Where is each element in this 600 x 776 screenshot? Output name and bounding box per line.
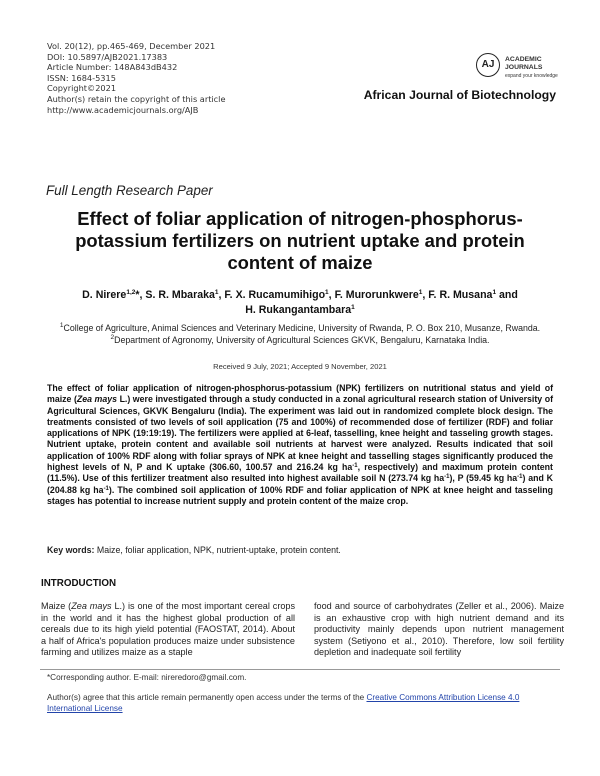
affiliation-1 xyxy=(50,322,550,334)
affiliation-text: Department of Agronomy, University of Agricultural Sciences GKVK, Bengaluru, Karnataka India. xyxy=(114,335,490,346)
intro-text: L.) is one of the most important cereal crops in the world and it has the highest global production of all cereals due to its high yield potential (FAOSTAT, 2014). About a half of Africa's population produces maize under subsistence farming and utilizes maize as a staple xyxy=(41,601,296,658)
received-accepted-dates: Received 9 July, 2021; Accepted 9 November, 2021 xyxy=(213,362,387,371)
license-link[interactable]: Creative Commons Attribution License 4.0 International License xyxy=(47,693,520,714)
abstract-text: , respectively) and maximum protein content (11.5%). Use of this fertilizer treatment also resulted into highest available soil N (273.74 kg ha xyxy=(47,462,553,484)
abstract-text: L.) were investigated through a study conducted in a zonal agricultural research station of University of Agricultural Sciences, GKVK Bengaluru (India). The experiment was laid out in randomized complete block design. The treatments consisted of two levels of soil application (75 and 100%) of recommended dose of fertilizer (RDF) and foliar applications of NPK (19:19:19). The fertilizers were applied at 6-leaf, tasselling, knee height and tasseling growth stages. Nutrient uptake, protein content and available soil nutrients at harvest were analyzed. Results indicated that soil application of 100% RDF along with foliar sprays of NPK at knee height and tasselling stages significantly produced the highest levels of N, P and K uptake (306.60, 100.57 and 216.24 kg ha xyxy=(47,394,554,473)
author-affiliation-sup: 1,2 xyxy=(126,289,136,296)
license-footnote xyxy=(47,692,557,715)
author-affiliation-sup: 1 xyxy=(214,289,219,296)
affiliation-text: College of Agriculture, Animal Sciences and Veterinary Medicine, University of Rwanda, P. O. Box 210, Musanze, Rwanda. xyxy=(63,323,541,333)
corresponding-mark: * xyxy=(135,289,140,301)
meta-author-rights: Author(s) retain the copyright of this article xyxy=(47,93,226,104)
keywords-label: Key words: xyxy=(47,545,95,555)
keywords-text: Maize, foliar application, NPK, nutrient-uptake, protein content. xyxy=(94,545,341,555)
author-name: F. Murorunkwere xyxy=(334,289,419,301)
species-name: Zea mays xyxy=(71,601,112,611)
meta-article-number: Article Number: 148A843dB432 xyxy=(47,62,178,73)
author-list xyxy=(46,288,554,318)
intro-column-right: food and source of carbohydrates (Zeller et al., 2006). Maize is an exhaustive crop with high nutrient demand and its productivity mainly depends upon nutrient management system (Setiyono et al., 2010). Therefore, low soil fertility depletion and inadequate soil fertility xyxy=(314,601,564,658)
intro-column-left xyxy=(41,601,295,659)
affiliation-2 xyxy=(50,334,550,346)
unit-sup: -1 xyxy=(352,463,358,470)
article-metadata xyxy=(47,41,226,115)
paper-title: Effect of foliar application of nitrogen-phosphorus-potassium fertilizers on nutrient uptake and protein content of maize xyxy=(75,208,525,273)
unit-sup: -1 xyxy=(444,474,450,481)
author-name: F. X. Rucamumihigo xyxy=(224,289,326,301)
logo-line1: ACADEMIC xyxy=(505,56,542,63)
author-separator: and xyxy=(496,289,518,301)
keywords xyxy=(47,545,341,555)
logo-mark-icon: AJ xyxy=(476,53,500,77)
affiliation-sup: 1 xyxy=(59,322,64,329)
meta-issn: ISSN: 1684-5315 xyxy=(47,72,116,83)
unit-sup: -1 xyxy=(103,485,109,492)
author-separator: , xyxy=(422,289,429,301)
author-affiliation-sup: 1 xyxy=(325,289,329,296)
meta-volume: Vol. 20(12), pp.465-469, December 2021 xyxy=(47,41,216,51)
author-name: F. R. Musana xyxy=(428,289,493,301)
abstract-text: The effect of foliar application of nitrogen-phosphorus-potassium (NPK) fertilizers on nutritional status and yield of maize ( xyxy=(47,383,553,405)
journal-name: African Journal of Biotechnology xyxy=(363,88,556,102)
logo-wordmark xyxy=(505,56,558,80)
abstract-text: ). The combined soil application of 100% RDF and foliar application of NPK at knee height and tasseling stages has potential to increase nutrient supply and protein content of the maize crop. xyxy=(47,484,553,506)
author-name: D. Nirere xyxy=(82,289,127,301)
meta-doi: DOI: 10.5897/AJB2021.17383 xyxy=(47,51,168,62)
intro-text: Maize ( xyxy=(41,601,72,611)
corresponding-author-footnote: *Corresponding author. E-mail: nireredoro@gmail.com. xyxy=(47,673,247,682)
paper-type: Full Length Research Paper xyxy=(46,183,213,198)
footnote-divider xyxy=(40,669,560,670)
unit-sup: -1 xyxy=(517,474,523,481)
introduction-heading: INTRODUCTION xyxy=(41,578,117,589)
license-text: Author(s) agree that this article remain permanently open access under the terms of the xyxy=(47,693,367,702)
author-separator: , xyxy=(328,289,335,301)
affiliation-sup: 2 xyxy=(110,334,115,342)
author-affiliation-sup: 1 xyxy=(492,289,497,296)
species-name: Zea mays xyxy=(76,394,118,405)
author-separator: , xyxy=(218,289,225,301)
author-name: H. Rukangantambara xyxy=(245,304,352,316)
author-name: S. R. Mbaraka xyxy=(145,289,215,301)
abstract-text: ), P (59.45 kg ha xyxy=(449,473,518,484)
logo-line2: JOURNALS xyxy=(505,64,543,71)
meta-copyright: Copyright©2021 xyxy=(47,83,117,94)
author-affiliation-sup: 1 xyxy=(418,289,423,296)
meta-url[interactable]: http://www.academicjournals.org/AJB xyxy=(47,104,199,115)
author-affiliation-sup: 1 xyxy=(351,304,355,311)
abstract xyxy=(47,383,553,507)
logo-tagline: expand your knowledge xyxy=(505,73,558,79)
abstract-text: ) and K (204.88 kg ha xyxy=(47,473,553,495)
author-separator: , xyxy=(139,289,146,301)
affiliations xyxy=(50,322,550,347)
